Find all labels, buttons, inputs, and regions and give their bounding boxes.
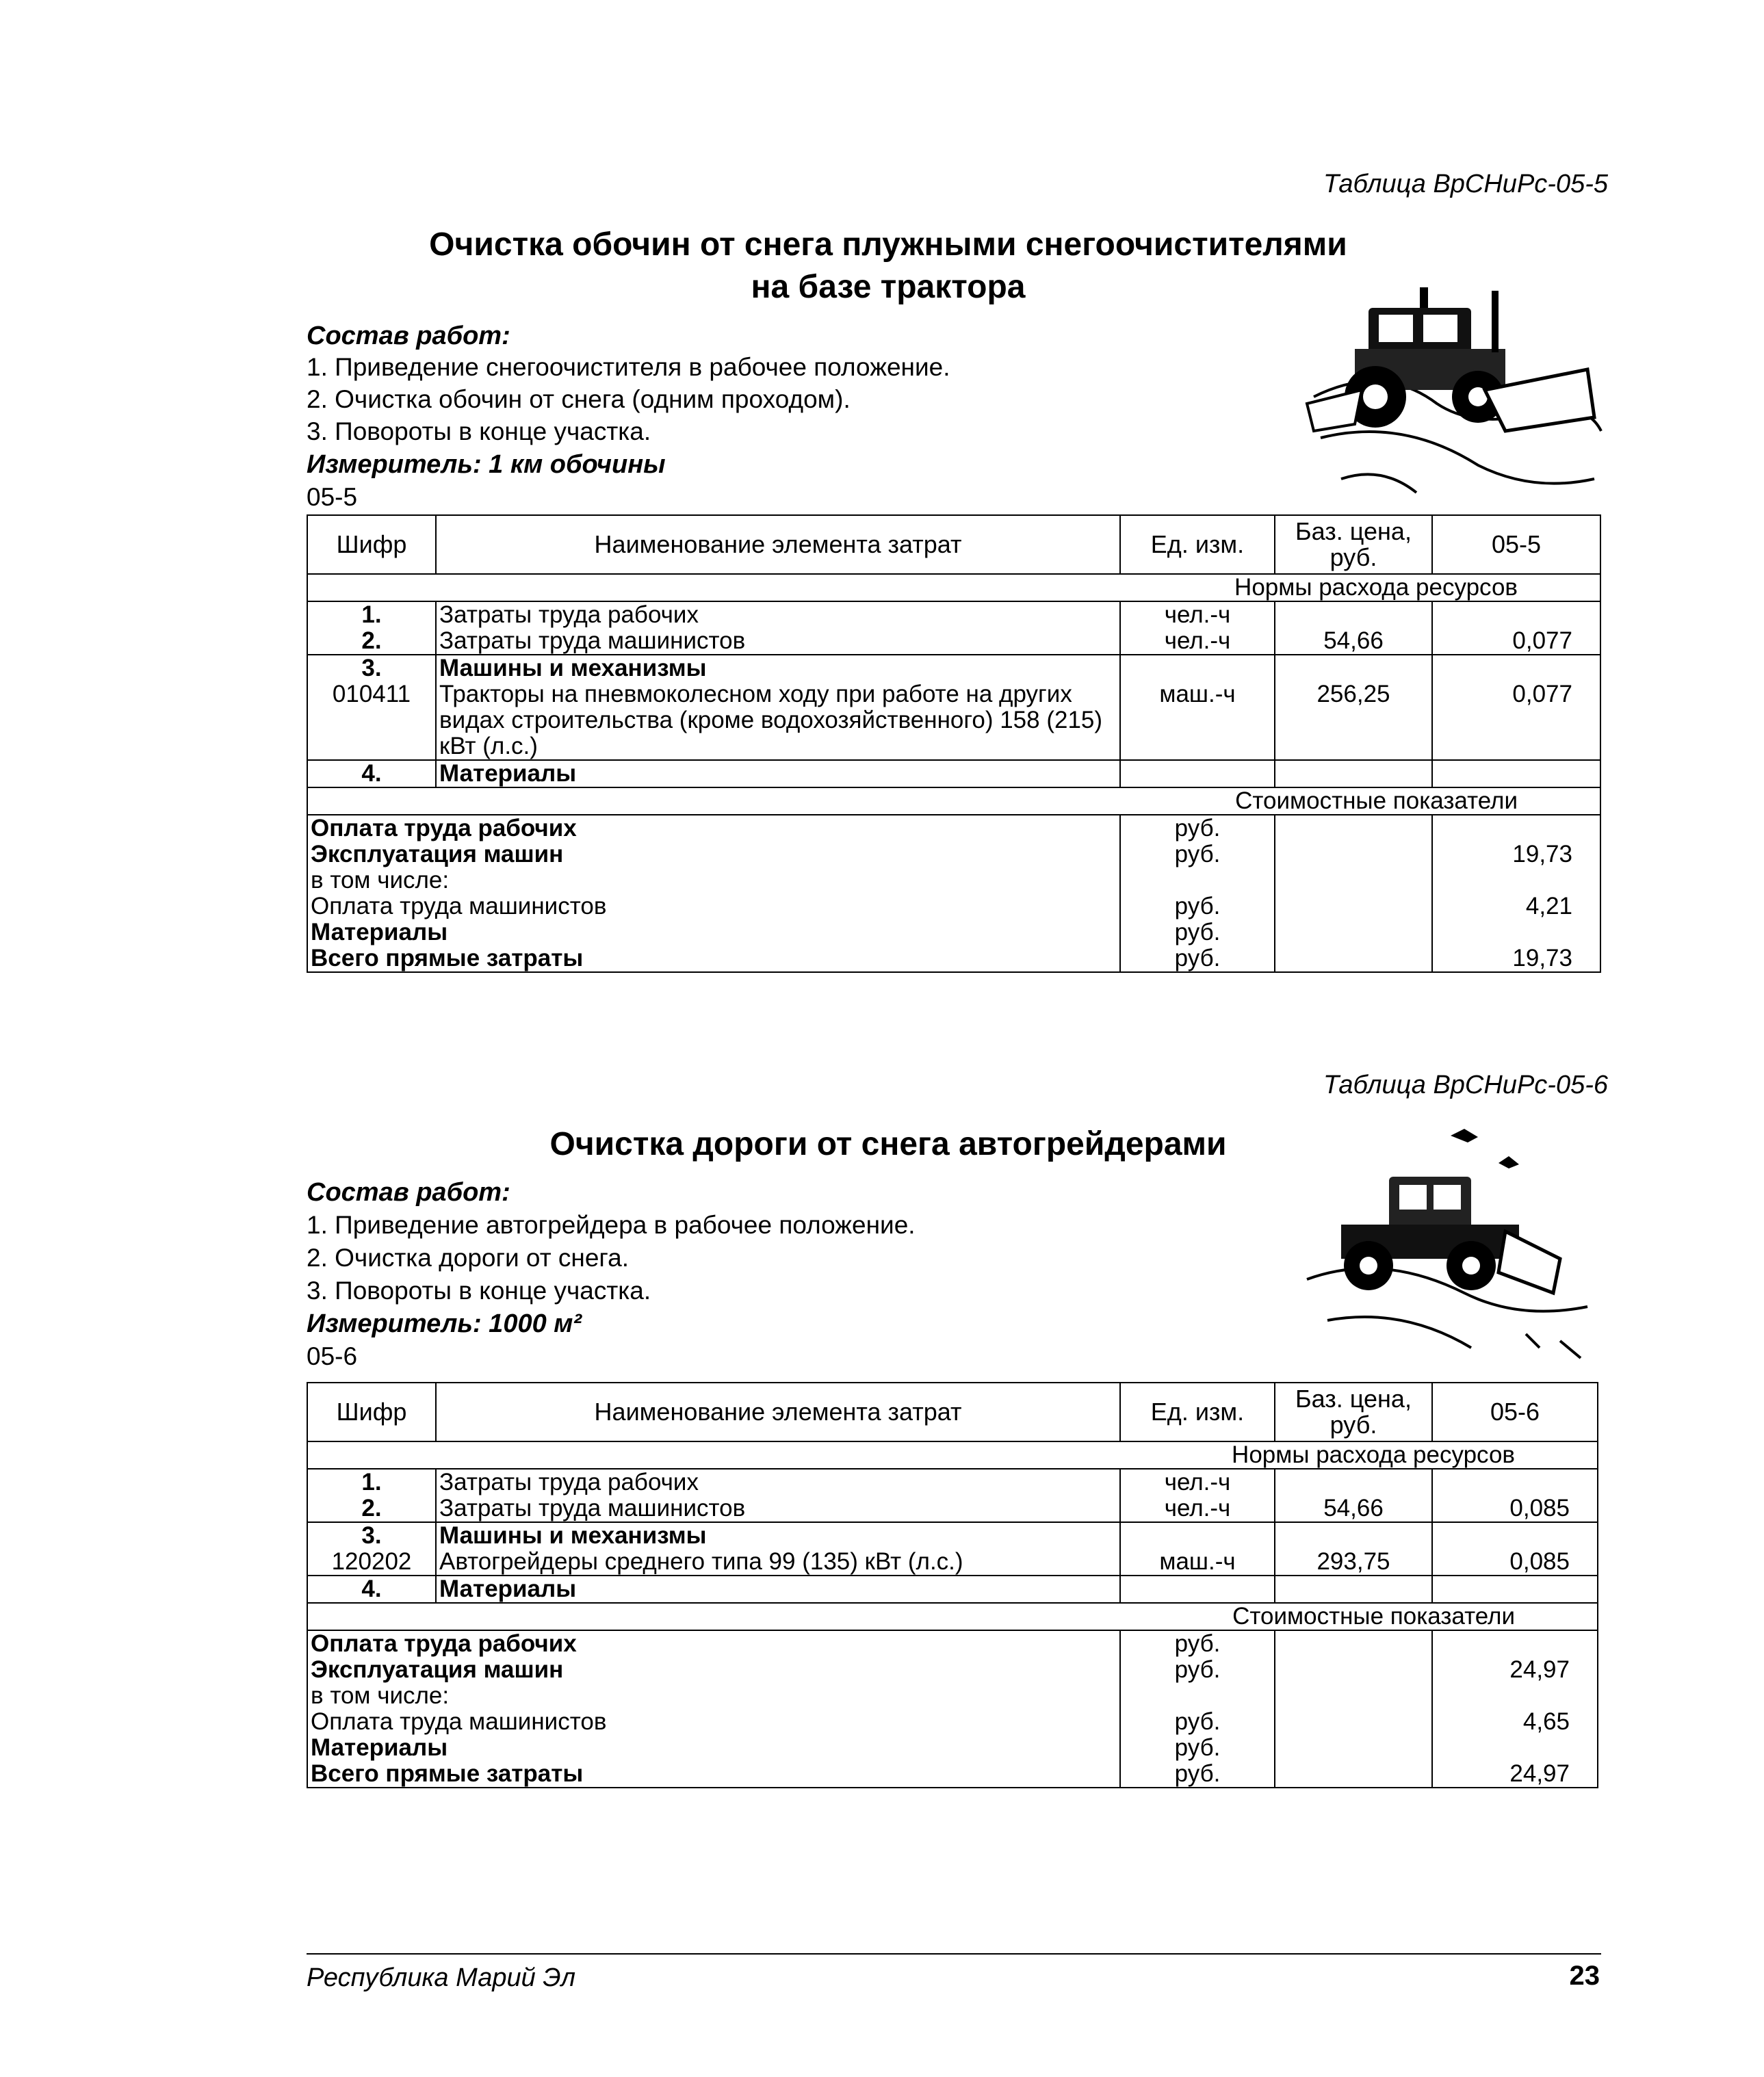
row-price	[1275, 655, 1432, 681]
page-title: Очистка обочин от снега плужными снегоочистителями	[429, 226, 1347, 263]
cost-unit: руб.	[1120, 893, 1275, 919]
cost-value: 24,97	[1432, 1761, 1598, 1788]
cost-value	[1432, 919, 1600, 945]
cost-value	[1432, 1630, 1598, 1657]
row-value: 0,085	[1432, 1549, 1598, 1576]
cost-unit: руб.	[1120, 1735, 1275, 1761]
cost-unit: руб.	[1120, 841, 1275, 867]
norms-table	[307, 1382, 1598, 1788]
header-price: Баз. цена, руб.	[1275, 1383, 1432, 1441]
table-code: 05-5	[307, 483, 358, 511]
cost-empty	[1275, 919, 1432, 945]
row-name: Машины и механизмы	[436, 655, 1120, 681]
header-column: 05-6	[1432, 1383, 1598, 1441]
cost-name: Всего прямые затраты	[307, 945, 1120, 972]
row-price	[1275, 1522, 1432, 1549]
footer-divider	[307, 1953, 1601, 1955]
header-column: 05-5	[1432, 515, 1600, 574]
header-cipher: Шифр	[307, 1383, 436, 1441]
row-unit	[1120, 760, 1275, 787]
cost-empty	[1275, 1761, 1432, 1788]
measure-unit: Измеритель: 1000 м²	[307, 1309, 582, 1338]
work-step: 2. Очистка дороги от снега.	[307, 1244, 629, 1272]
cost-empty	[1275, 1630, 1432, 1657]
cost-unit: руб.	[1120, 1630, 1275, 1657]
row-price	[1275, 1469, 1432, 1495]
cost-value	[1432, 867, 1600, 893]
table-label: Таблица ВрСНиРс-05-6	[1323, 1071, 1608, 1099]
cost-value: 19,73	[1432, 945, 1600, 972]
cost-unit: руб.	[1120, 945, 1275, 972]
cost-name: Оплата труда рабочих	[307, 815, 1120, 841]
page-title-line2: на базе трактора	[751, 269, 1026, 305]
table-row	[307, 1576, 1598, 1603]
cost-value	[1432, 1735, 1598, 1761]
table-row	[307, 1495, 1598, 1522]
work-step: 2. Очистка обочин от снега (одним проходом).	[307, 385, 851, 413]
header-unit: Ед. изм.	[1120, 1383, 1275, 1441]
cost-empty	[1275, 867, 1432, 893]
cost-row	[307, 867, 1600, 893]
row-price	[1275, 760, 1432, 787]
row-name: Машины и механизмы	[436, 1522, 1120, 1549]
row-unit	[1120, 1576, 1275, 1603]
row-unit: чел.-ч	[1120, 628, 1275, 655]
norms-table	[307, 514, 1601, 973]
row-unit	[1120, 655, 1275, 681]
cost-row	[307, 841, 1600, 867]
cost-value: 24,97	[1432, 1657, 1598, 1683]
row-code: 4.	[307, 1576, 436, 1603]
cost-section-label: Стоимостные показатели	[307, 1603, 1598, 1630]
row-value: 0,085	[1432, 1495, 1598, 1522]
row-code: 1.	[307, 601, 436, 628]
work-step: 1. Приведение снегоочистителя в рабочее положение.	[307, 353, 950, 381]
table-label: Таблица ВрСНиРс-05-5	[1323, 170, 1608, 198]
grader-illustration	[1300, 1122, 1601, 1375]
row-price	[1275, 601, 1432, 628]
row-price: 54,66	[1275, 628, 1432, 655]
header-price: Баз. цена, руб.	[1275, 515, 1432, 574]
row-name: Затраты труда машинистов	[436, 628, 1120, 655]
tractor-snowplow-illustration	[1300, 260, 1608, 520]
header-unit: Ед. изм.	[1120, 515, 1275, 574]
cost-empty	[1275, 945, 1432, 972]
cost-row	[307, 815, 1600, 841]
row-code: 2.	[307, 628, 436, 655]
works-heading: Состав работ:	[307, 322, 510, 350]
cost-empty	[1275, 841, 1432, 867]
header-name: Наименование элемента затрат	[436, 515, 1120, 574]
row-unit: маш.-ч	[1120, 681, 1275, 760]
table-code: 05-6	[307, 1342, 358, 1370]
cost-row	[307, 1735, 1598, 1761]
row-value: 0,077	[1432, 681, 1600, 760]
header-cipher: Шифр	[307, 515, 436, 574]
row-code: 3.	[307, 1522, 436, 1549]
table-row	[307, 1469, 1598, 1495]
cost-unit	[1120, 867, 1275, 893]
cost-name: Оплата труда машинистов	[307, 893, 1120, 919]
cost-name: Всего прямые затраты	[307, 1761, 1120, 1788]
work-step: 1. Приведение автогрейдера в рабочее положение.	[307, 1211, 916, 1239]
row-value	[1432, 601, 1600, 628]
row-code: 010411	[307, 681, 436, 760]
table-row	[307, 1549, 1598, 1576]
cost-row	[307, 1630, 1598, 1657]
row-name: Затраты труда машинистов	[436, 1495, 1120, 1522]
cost-value	[1432, 1683, 1598, 1709]
cost-name: в том числе:	[307, 867, 1120, 893]
row-value	[1432, 1522, 1598, 1549]
cost-unit: руб.	[1120, 1709, 1275, 1735]
cost-row	[307, 945, 1600, 972]
row-unit	[1120, 1522, 1275, 1549]
row-unit: чел.-ч	[1120, 1469, 1275, 1495]
cost-value: 4,21	[1432, 893, 1600, 919]
cost-empty	[1275, 1657, 1432, 1683]
row-unit: чел.-ч	[1120, 1495, 1275, 1522]
cost-row	[307, 919, 1600, 945]
cost-empty	[1275, 1735, 1432, 1761]
cost-unit: руб.	[1120, 815, 1275, 841]
cost-value	[1432, 815, 1600, 841]
row-code: 2.	[307, 1495, 436, 1522]
cost-unit: руб.	[1120, 919, 1275, 945]
row-value	[1432, 1469, 1598, 1495]
cost-value: 4,65	[1432, 1709, 1598, 1735]
work-step: 3. Повороты в конце участка.	[307, 1277, 651, 1305]
row-unit: маш.-ч	[1120, 1549, 1275, 1576]
work-step: 3. Повороты в конце участка.	[307, 417, 651, 445]
table-row	[307, 760, 1600, 787]
cost-unit: руб.	[1120, 1657, 1275, 1683]
table-row	[307, 655, 1600, 681]
row-code: 120202	[307, 1549, 436, 1576]
table-row	[307, 601, 1600, 628]
cost-value: 19,73	[1432, 841, 1600, 867]
row-name: Затраты труда рабочих	[436, 601, 1120, 628]
cost-row	[307, 1709, 1598, 1735]
row-name: Материалы	[436, 1576, 1120, 1603]
cost-name: Материалы	[307, 919, 1120, 945]
cost-row	[307, 1683, 1598, 1709]
row-value	[1432, 760, 1600, 787]
row-name: Тракторы на пневмоколесном ходу при работе на других видах строительства (кроме водохозяйственного) 158 (215) кВт (л.с.)	[436, 681, 1120, 760]
row-price: 256,25	[1275, 681, 1432, 760]
norms-section-label: Нормы расхода ресурсов	[307, 574, 1600, 601]
cost-unit: руб.	[1120, 1761, 1275, 1788]
row-value	[1432, 1576, 1598, 1603]
measure-unit: Измеритель: 1 км обочины	[307, 450, 666, 479]
cost-unit	[1120, 1683, 1275, 1709]
row-name: Автогрейдеры среднего типа 99 (135) кВт (л.с.)	[436, 1549, 1120, 1576]
page-title: Очистка дороги от снега автогрейдерами	[549, 1126, 1227, 1162]
table-row	[307, 681, 1600, 760]
header-name: Наименование элемента затрат	[436, 1383, 1120, 1441]
cost-name: в том числе:	[307, 1683, 1120, 1709]
cost-section-label: Стоимостные показатели	[307, 787, 1600, 815]
row-code: 3.	[307, 655, 436, 681]
cost-name: Эксплуатация машин	[307, 1657, 1120, 1683]
cost-row	[307, 1761, 1598, 1788]
norms-section-label: Нормы расхода ресурсов	[307, 1441, 1598, 1469]
cost-name: Оплата труда машинистов	[307, 1709, 1120, 1735]
footer-region: Республика Марий Эл	[307, 1963, 576, 1992]
cost-name: Материалы	[307, 1735, 1120, 1761]
row-price: 54,66	[1275, 1495, 1432, 1522]
row-name: Затраты труда рабочих	[436, 1469, 1120, 1495]
cost-name: Оплата труда рабочих	[307, 1630, 1120, 1657]
row-value	[1432, 655, 1600, 681]
cost-empty	[1275, 1683, 1432, 1709]
works-heading: Состав работ:	[307, 1178, 510, 1207]
cost-name: Эксплуатация машин	[307, 841, 1120, 867]
row-value: 0,077	[1432, 628, 1600, 655]
cost-empty	[1275, 1709, 1432, 1735]
cost-row	[307, 1657, 1598, 1683]
table-row	[307, 628, 1600, 655]
row-name: Материалы	[436, 760, 1120, 787]
cost-empty	[1275, 893, 1432, 919]
row-price	[1275, 1576, 1432, 1603]
row-price: 293,75	[1275, 1549, 1432, 1576]
page-number: 23	[1569, 1961, 1600, 1991]
row-code: 1.	[307, 1469, 436, 1495]
table-row	[307, 1522, 1598, 1549]
cost-row	[307, 893, 1600, 919]
row-unit: чел.-ч	[1120, 601, 1275, 628]
cost-empty	[1275, 815, 1432, 841]
row-code: 4.	[307, 760, 436, 787]
